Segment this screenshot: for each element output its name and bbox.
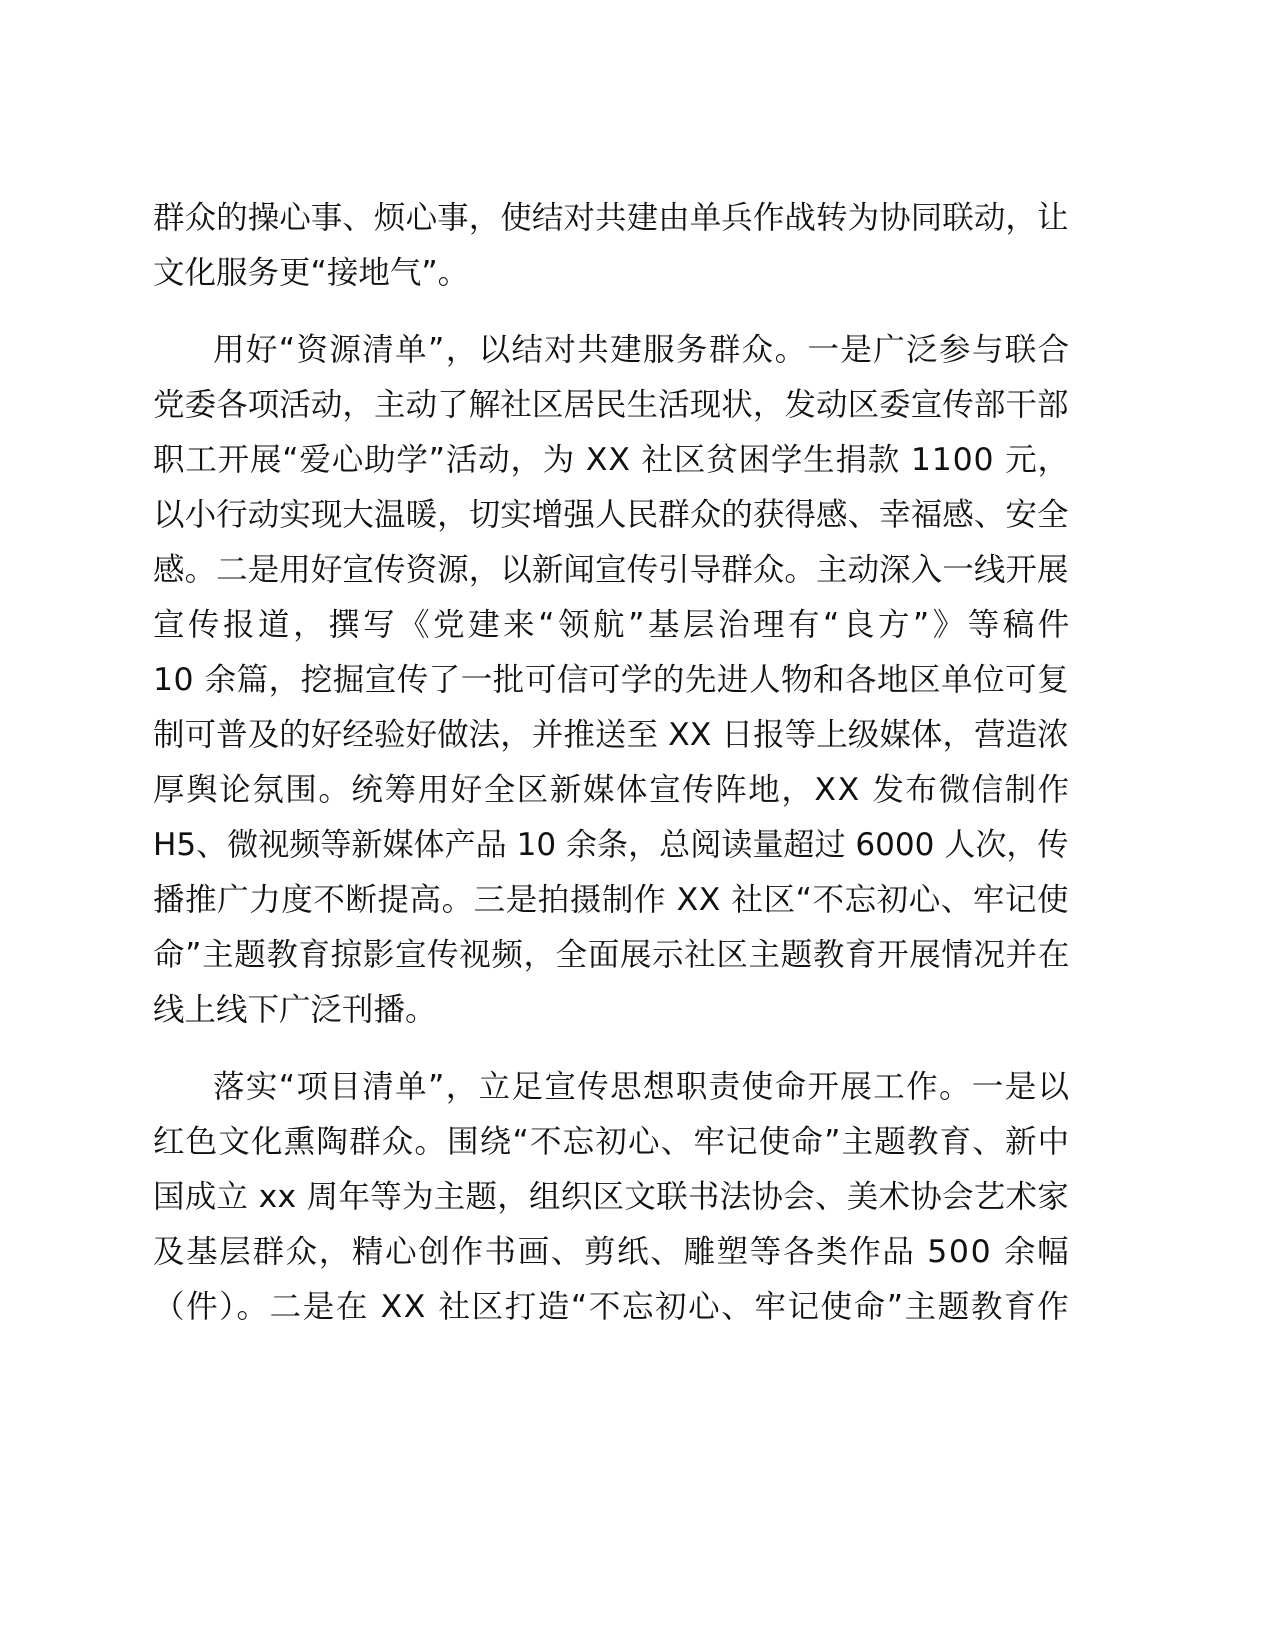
paragraph-line: 职工开展“爱心助学”活动，为 XX 社区贫困学生捐款 1100 元，: [153, 442, 1070, 478]
paragraph-line: 文化服务更“接地气”。: [153, 255, 470, 291]
paragraph-line: 10 余篇，挖掘宣传了一批可信可学的先进人物和各地区单位可复: [153, 662, 1070, 698]
paragraph-line: 感。二是用好宣传资源，以新闻宣传引导群众。主动深入一线开展: [153, 552, 1069, 588]
paragraph-line: 以小行动实现大温暖，切实增强人民群众的获得感、幸福感、安全: [153, 497, 1069, 533]
paragraph-line: 命”主题教育掠影宣传视频，全面展示社区主题教育开展情况并在: [153, 937, 1070, 973]
paragraph-line: 落实“项目清单”，立足宣传思想职责使命开展工作。一是以: [213, 1069, 1071, 1105]
paragraph-line: 及基层群众，精心创作书画、剪纸、雕塑等各类作品 500 余幅: [153, 1234, 1071, 1270]
paragraph-line: 厚舆论氛围。统筹用好全区新媒体宣传阵地，XX 发布微信制作: [153, 772, 1071, 808]
paragraph-line: 宣传报道，撰写《党建来“领航”基层治理有“良方”》等稿件: [153, 607, 1073, 643]
paragraph-line: 红色文化熏陶群众。围绕“不忘初心、牢记使命”主题教育、新中: [153, 1124, 1071, 1160]
paragraph-line: 党委各项活动，主动了解社区居民生活现状，发动区委宣传部干部: [153, 387, 1069, 423]
paragraph-line: （件）。二是在 XX 社区打造“不忘初心、牢记使命”主题教育作: [153, 1289, 1071, 1325]
paragraph-line: 群众的操心事、烦心事，使结对共建由单兵作战转为协同联动，让: [153, 200, 1069, 236]
paragraph-line: 用好“资源清单”，以结对共建服务群众。一是广泛参与联合: [213, 332, 1071, 368]
paragraph-line: 制可普及的好经验好做法，并推送至 XX 日报等上级媒体，营造浓: [153, 717, 1069, 753]
paragraph-line: 国成立 xx 周年等为主题，组织区文联书法协会、美术协会艺术家: [153, 1179, 1070, 1215]
paragraph-line: 线上线下广泛刊播。: [153, 992, 437, 1028]
paragraph-line: 播推广力度不断提高。三是拍摄制作 XX 社区“不忘初心、牢记使: [153, 882, 1070, 918]
paragraph-line: H5、微视频等新媒体产品 10 余条，总阅读量超过 6000 人次，传: [153, 827, 1069, 863]
